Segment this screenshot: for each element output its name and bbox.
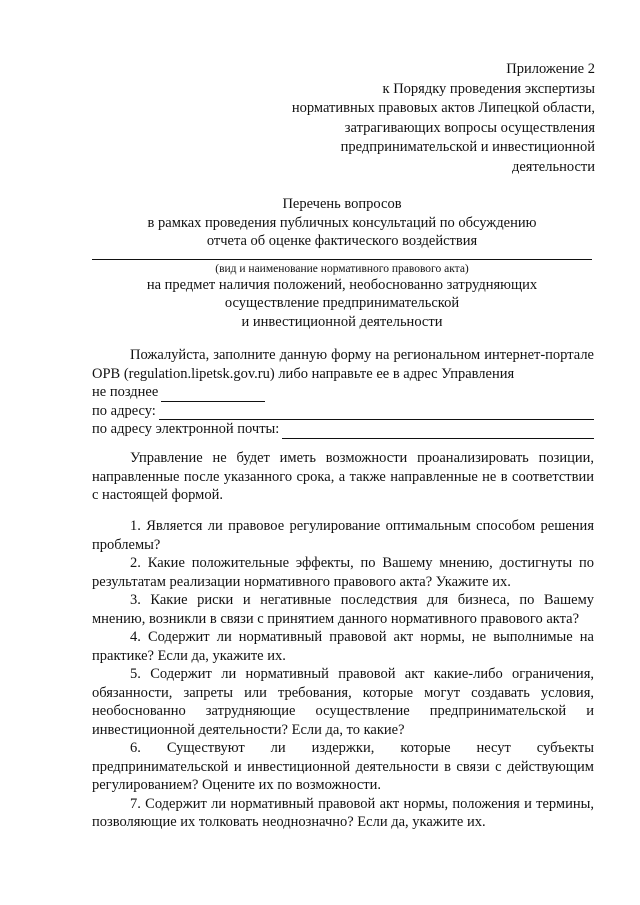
title-line: в рамках проведения публичных консультаций по обсуждению (147, 214, 537, 231)
question-item: 7. Содержит ли нормативный правовой акт нормы, положения и термины, позволяющие их толковать неоднозначно? Если да, укажите их. (92, 795, 594, 830)
title-line: отчета об оценке фактического воздействия (206, 233, 478, 249)
deadline-blank (161, 388, 265, 402)
questions-list (92, 517, 594, 832)
appendix-line: нормативных правовых актов Липецкой области, (291, 100, 595, 116)
question-item: 5. Содержит ли нормативный правовой акт какие-либо ограничения, обязанности, запреты или требования, которые могут создавать условия, необоснованно затрудняющие осуществление предпринимательской и инвестиционной деятельности? Если да, то какие? (92, 666, 594, 738)
document-title (92, 195, 592, 331)
email-blank (282, 425, 594, 439)
address-row (92, 402, 594, 421)
notice-text: Управление не будет иметь возможности проанализировать позиции, направленные после указанного срока, а также направленные не в соответствии с настоящей формой. (92, 450, 594, 503)
question-item: 4. Содержит ли нормативный правовой акт нормы, не выполнимые на практике? Если да, укажите их. (92, 629, 594, 664)
act-name-caption: (вид и наименование нормативного правового акта) (215, 262, 469, 275)
act-name-blank (92, 251, 592, 260)
deadline-label: не позднее (92, 384, 159, 400)
appendix-line: предпринимательской и инвестиционной (340, 139, 595, 155)
appendix-header (235, 60, 595, 177)
notice-section (92, 449, 594, 505)
appendix-line: к Порядку проведения экспертизы (382, 80, 595, 97)
deadline-row (92, 383, 594, 402)
address-label: по адресу: (92, 402, 156, 419)
title-line: Перечень вопросов (282, 196, 402, 212)
appendix-line: Приложение 2 (506, 61, 595, 77)
title-line: на предмет наличия положений, необоснованно затрудняющих (146, 276, 538, 293)
intro-section (92, 346, 594, 439)
question-item: 3. Какие риски и негативные последствия для бизнеса, по Вашему мнению, возникли в связи с принятием данного нормативного правового акта? (92, 592, 594, 627)
question-item: 1. Является ли правовое регулирование оптимальным способом решения проблемы? (92, 518, 594, 553)
title-line: осуществление предпринимательской (224, 295, 460, 311)
address-blank (159, 406, 594, 420)
email-label: по адресу электронной почты: (92, 421, 280, 437)
question-item: 6. Существуют ли издержки, которые несут субъекты предпринимательской и инвестиционной деятельности в связи с действующим регулированием? Оцените их по возможности. (92, 740, 594, 793)
title-line: и инвестиционной деятельности (241, 313, 443, 330)
email-row (92, 420, 594, 439)
question-item: 2. Какие положительные эффекты, по Вашему мнению, достигнуты по результатам реализации нормативного правового акта? Укажите их. (92, 555, 594, 590)
appendix-line: деятельности (511, 158, 595, 175)
appendix-line: затрагивающих вопросы осуществления (344, 119, 595, 136)
intro-text: Пожалуйста, заполните данную форму на региональном интернет-портале ОРВ (regulation.lipetsk.gov.ru) либо направьте ее в адрес Управления (92, 347, 594, 382)
